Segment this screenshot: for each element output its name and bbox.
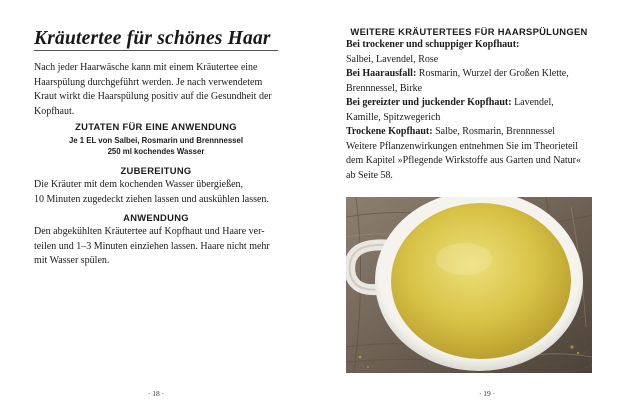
list-item-continuation: Salbei, Lavendel, Rose [346, 53, 439, 65]
recipe-title: Kräutertee für schönes Haar [34, 28, 271, 49]
ingredient-herbs: Je 1 EL von Salbei, Rosmarin und Brennnessel [68, 136, 244, 145]
preparation-paragraph [34, 178, 278, 207]
reference-line: dem Kapitel »Pflegende Wirkstoffe aus Garten und Natur« [346, 155, 581, 166]
item-label: Bei trockener und schuppiger Kopfhaut: [346, 39, 520, 50]
ingredients-heading: ZUTATEN FÜR EINE ANWENDUNG [75, 121, 237, 132]
preparation-line: Die Kräuter mit dem kochenden Wasser übergießen, [34, 179, 244, 190]
intro-paragraph [34, 61, 278, 119]
item-label: Bei Haarausfall: [346, 68, 417, 79]
item-text: Salbe, Rosmarin, Brennnessel [432, 126, 556, 137]
intro-line: Kopfhaut. [34, 105, 75, 117]
tea-cup-photo [346, 197, 592, 373]
page-number: · 18 · [147, 389, 165, 398]
title-rule [34, 50, 278, 51]
application-line: Den abgekühlten Kräutertee auf Kopfhaut und Haare ver- [34, 226, 265, 237]
item-label: Trockene Kopfhaut: [346, 126, 433, 137]
list-item [346, 67, 592, 82]
reference-line: ab Seite 58. [346, 169, 393, 181]
item-label: Bei gereizter und juckender Kopfhaut: [346, 97, 512, 108]
application-heading: ANWENDUNG [123, 212, 189, 223]
more-teas-list [346, 38, 592, 183]
preparation-heading: ZUBEREITUNG [120, 165, 192, 176]
application-line: teilen und 1–3 Minuten einziehen lassen. Haare nicht mehr [34, 240, 270, 252]
reference-line: Weitere Pflanzenwirkungen entnehmen Sie im Theorieteil [346, 140, 578, 152]
intro-line: Kraut wirkt die Haarspülung positiv auf die Gesundheit der [34, 91, 272, 102]
list-item [346, 96, 592, 111]
right-page [312, 0, 624, 411]
item-text: Lavendel, [511, 97, 554, 108]
preparation-line: 10 Minuten zugedeckt ziehen lassen und auskühlen lassen. [34, 193, 269, 205]
item-text: Rosmarin, Wurzel der Großen Klette, [416, 68, 569, 79]
intro-line: Nach jeder Haarwäsche kann mit einem Kräutertee eine [34, 62, 258, 73]
intro-line: Haarspülung durchgeführt werden. Je nach verwendetem [34, 76, 263, 88]
page-number: · 19 · [478, 389, 496, 398]
list-item-continuation: Brennnessel, Birke [346, 82, 423, 94]
application-paragraph [34, 225, 278, 269]
list-item-continuation: Kamille, Spitzwegerich [346, 111, 441, 123]
ingredient-water: 250 ml kochendes Wasser [107, 147, 205, 156]
list-item [346, 125, 592, 140]
application-line: mit Wasser spülen. [34, 255, 110, 266]
list-item [346, 38, 592, 53]
more-teas-heading: WEITERE KRÄUTERTEES FÜR HAARSPÜLUNGEN [350, 26, 588, 37]
